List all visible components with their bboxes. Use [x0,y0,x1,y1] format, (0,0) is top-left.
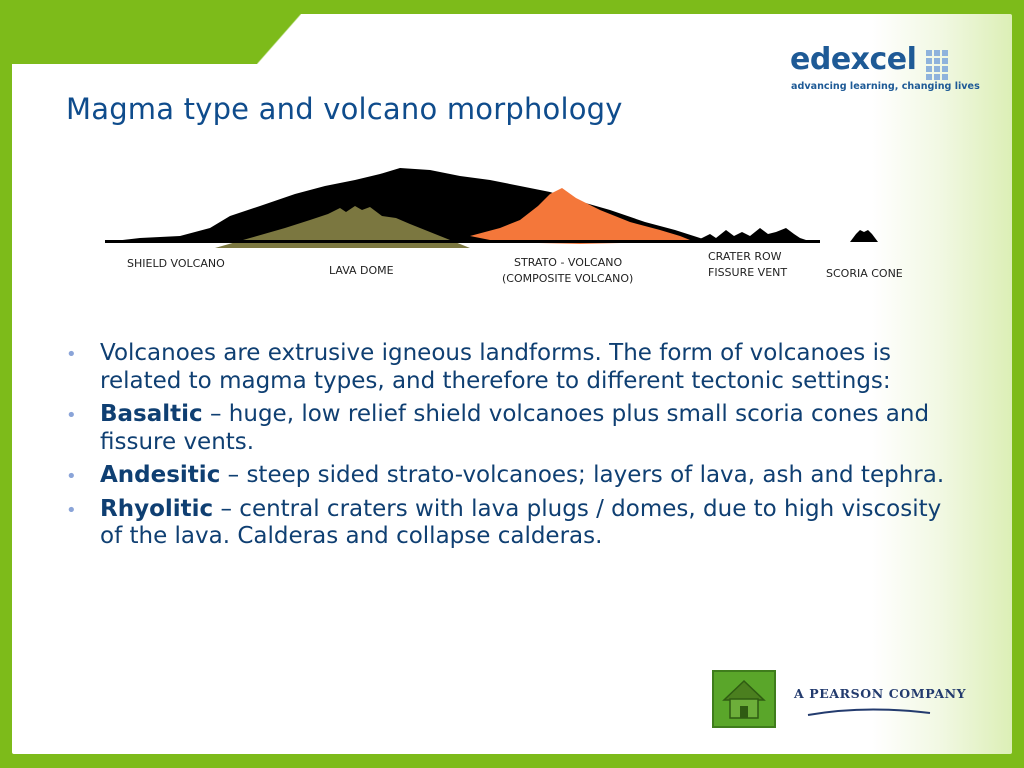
label-strato-volcano-line1: STRATO - VOLCANO [514,256,623,269]
edexcel-logo [790,42,980,96]
home-button[interactable] [712,670,776,728]
label-shield-volcano: SHIELD VOLCANO [127,257,225,270]
bullet-list [66,340,956,557]
volcano-diagram [100,150,920,304]
label-lava-dome: LAVA DOME [329,264,394,277]
pearson-swoosh-icon [794,701,934,719]
bullet-item [66,340,956,395]
logo-wordmark: edexcel [790,42,917,77]
slide-corner-notch [12,14,257,64]
bullet-item [66,496,956,551]
bullet-text: – steep sided strato-volcanoes; layers of lava, ash and tephra. [220,462,945,488]
bullet-bold: Andesitic [100,462,221,488]
slide-corner-curve [257,14,301,64]
logo-grid-icon [926,50,954,80]
bullet-bold: Basaltic [100,401,203,427]
ground-line [105,240,820,243]
label-scoria-cone: SCORIA CONE [826,267,903,280]
slide-title: Magma type and volcano morphology [66,92,623,126]
bullet-text: – huge, low relief shield volcanoes plus small scoria cones and fissure vents. [100,401,930,455]
crater-row-shape [690,228,812,242]
bullet-dot-icon: • [66,344,77,365]
label-fissure-vent: FISSURE VENT [708,266,788,279]
bullet-text: – central craters with lava plugs / domes, due to high viscosity of the lava. Calderas and collapse calderas. [100,495,942,549]
scoria-cone-shape [850,230,878,242]
bullet-item [66,462,956,490]
bullet-dot-icon: • [66,405,77,426]
label-crater-row: CRATER ROW [708,250,782,263]
bullet-dot-icon: • [66,499,77,521]
logo-tagline: advancing learning, changing lives [791,81,980,92]
pearson-text: A PEARSON COMPANY [794,686,967,701]
bullet-text: Volcanoes are extrusive igneous landforms. The form of volcanoes is related to magma types, and therefore to different tectonic settings: [100,340,891,394]
bullet-dot-icon: • [66,466,77,487]
pearson-logo [794,686,966,723]
bullet-item [66,401,956,456]
label-strato-volcano-line2: (COMPOSITE VOLCANO) [502,272,634,285]
home-icon [722,678,766,720]
bullet-bold: Rhyolitic [100,495,214,522]
